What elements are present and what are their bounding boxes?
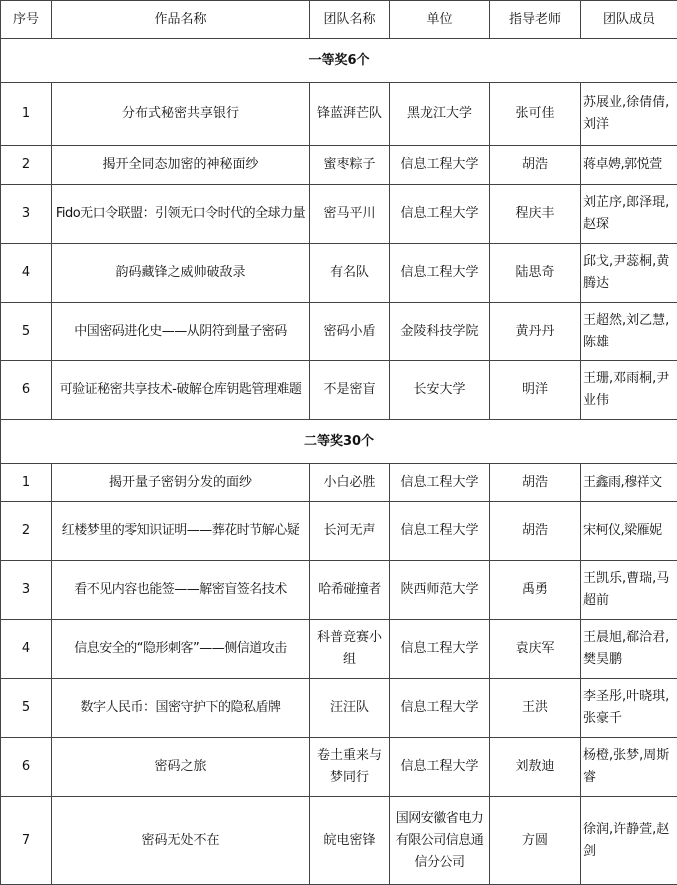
cell-index: 3 [1, 185, 52, 244]
cell-advisor: 程庆丰 [490, 185, 581, 244]
cell-unit: 长安大学 [390, 361, 490, 420]
cell-work: 可验证秘密共享技术-破解仓库钥匙管理难题 [52, 361, 310, 420]
table-row [1, 502, 677, 561]
table-row [1, 244, 677, 303]
cell-advisor: 陆思奇 [490, 244, 581, 303]
cell-team: 哈希碰撞者 [310, 561, 390, 620]
cell-members: 王鑫雨,穆祥文 [581, 464, 677, 502]
table-row [1, 185, 677, 244]
section-title-row [1, 420, 677, 464]
cell-unit: 信息工程大学 [390, 464, 490, 502]
cell-work: 红楼梦里的零知识证明——葬花时节解心疑 [52, 502, 310, 561]
table-row [1, 303, 677, 361]
section-title-row [1, 39, 677, 83]
cell-advisor: 张可佳 [490, 83, 581, 146]
cell-team: 不是密盲 [310, 361, 390, 420]
cell-members: 蒋卓娉,郭悦萱 [581, 146, 677, 185]
cell-advisor: 袁庆军 [490, 620, 581, 679]
table-row [1, 620, 677, 679]
cell-team: 科普竞赛小组 [310, 620, 390, 679]
cell-team: 汪汪队 [310, 679, 390, 738]
cell-members: 李圣彤,叶晓琪,张豪千 [581, 679, 677, 738]
cell-unit: 信息工程大学 [390, 146, 490, 185]
cell-team: 锋蓝湃芒队 [310, 83, 390, 146]
cell-work: 密码无处不在 [52, 797, 310, 885]
cell-advisor: 胡浩 [490, 146, 581, 185]
cell-unit: 信息工程大学 [390, 738, 490, 797]
cell-index: 1 [1, 83, 52, 146]
cell-advisor: 方圆 [490, 797, 581, 885]
cell-index: 5 [1, 679, 52, 738]
cell-work: 信息安全的“隐形刺客”——侧信道攻击 [52, 620, 310, 679]
table-row [1, 679, 677, 738]
cell-unit: 信息工程大学 [390, 502, 490, 561]
cell-index: 4 [1, 620, 52, 679]
cell-index: 3 [1, 561, 52, 620]
header-work: 作品名称 [52, 1, 310, 39]
cell-team: 蜜枣粽子 [310, 146, 390, 185]
cell-work: 揭开全同态加密的神秘面纱 [52, 146, 310, 185]
cell-unit: 信息工程大学 [390, 185, 490, 244]
header-advisor: 指导老师 [490, 1, 581, 39]
cell-work: 韵码藏锋之威帅破敌录 [52, 244, 310, 303]
table-row [1, 738, 677, 797]
cell-members: 邱戈,尹蕊桐,黄腾达 [581, 244, 677, 303]
cell-index: 7 [1, 797, 52, 885]
table-row [1, 83, 677, 146]
cell-members: 刘芷序,郎泽琨,赵琛 [581, 185, 677, 244]
cell-work: 揭开量子密钥分发的面纱 [52, 464, 310, 502]
header-unit: 单位 [390, 1, 490, 39]
cell-index: 4 [1, 244, 52, 303]
cell-index: 6 [1, 361, 52, 420]
cell-members: 王晨旭,郗洽君,樊昊鹏 [581, 620, 677, 679]
cell-index: 1 [1, 464, 52, 502]
cell-members: 王凯乐,曹瑞,马超前 [581, 561, 677, 620]
cell-team: 密码小盾 [310, 303, 390, 361]
cell-members: 苏展业,徐倩倩,刘洋 [581, 83, 677, 146]
header-team: 团队名称 [310, 1, 390, 39]
cell-advisor: 刘敖迪 [490, 738, 581, 797]
header-row [1, 1, 677, 39]
cell-advisor: 黄丹丹 [490, 303, 581, 361]
cell-team: 密马平川 [310, 185, 390, 244]
cell-work: 看不见内容也能签——解密盲签名技术 [52, 561, 310, 620]
cell-advisor: 禹勇 [490, 561, 581, 620]
cell-members: 王超然,刘乙慧,陈雄 [581, 303, 677, 361]
cell-index: 6 [1, 738, 52, 797]
table-row [1, 561, 677, 620]
table-row [1, 146, 677, 185]
cell-members: 杨橙,张梦,周斯睿 [581, 738, 677, 797]
cell-unit: 金陵科技学院 [390, 303, 490, 361]
cell-work: 数字人民币：国密守护下的隐私盾牌 [52, 679, 310, 738]
header-members: 团队成员 [581, 1, 677, 39]
cell-unit: 信息工程大学 [390, 679, 490, 738]
cell-unit: 陕西师范大学 [390, 561, 490, 620]
cell-work: Fido无口令联盟：引领无口令时代的全球力量 [52, 185, 310, 244]
cell-unit: 信息工程大学 [390, 244, 490, 303]
table-row [1, 797, 677, 885]
table-row [1, 361, 677, 420]
header-index: 序号 [1, 1, 52, 39]
cell-unit: 国网安徽省电力有限公司信息通信分公司 [390, 797, 490, 885]
cell-team: 卷土重来与梦同行 [310, 738, 390, 797]
cell-unit: 信息工程大学 [390, 620, 490, 679]
cell-work: 密码之旅 [52, 738, 310, 797]
cell-index: 5 [1, 303, 52, 361]
cell-advisor: 王洪 [490, 679, 581, 738]
table-row [1, 464, 677, 502]
cell-work: 中国密码进化史——从阴符到量子密码 [52, 303, 310, 361]
cell-index: 2 [1, 502, 52, 561]
cell-team: 皖电密锋 [310, 797, 390, 885]
cell-members: 徐润,许静萱,赵剑 [581, 797, 677, 885]
cell-members: 王珊,邓雨桐,尹业伟 [581, 361, 677, 420]
section-title: 二等奖30个 [1, 420, 677, 464]
cell-team: 有名队 [310, 244, 390, 303]
cell-unit: 黑龙江大学 [390, 83, 490, 146]
cell-advisor: 明洋 [490, 361, 581, 420]
cell-team: 小白必胜 [310, 464, 390, 502]
cell-work: 分布式秘密共享银行 [52, 83, 310, 146]
section-title: 一等奖6个 [1, 39, 677, 83]
cell-index: 2 [1, 146, 52, 185]
cell-team: 长河无声 [310, 502, 390, 561]
cell-advisor: 胡浩 [490, 502, 581, 561]
cell-members: 宋柯仪,梁雁妮 [581, 502, 677, 561]
cell-advisor: 胡浩 [490, 464, 581, 502]
